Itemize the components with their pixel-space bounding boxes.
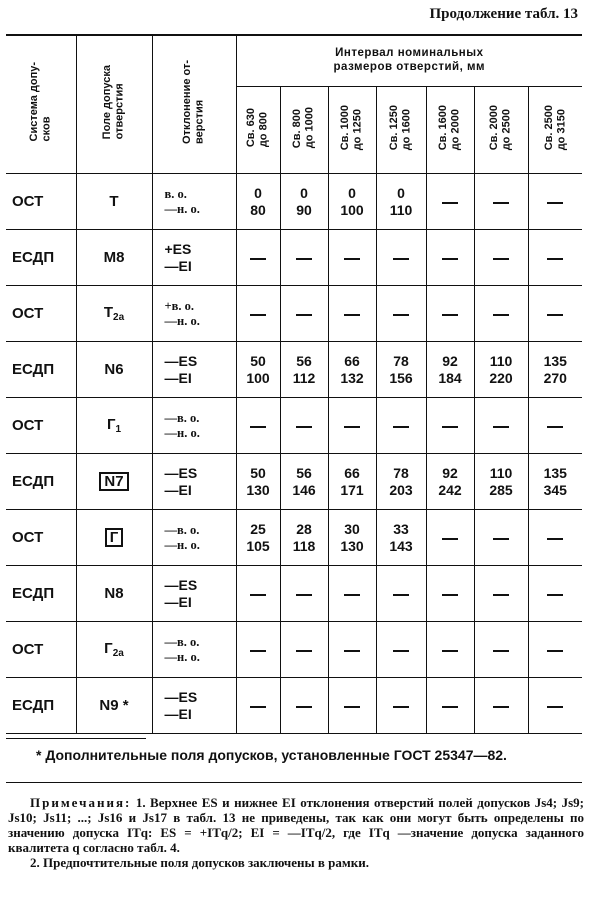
deviation-line: —н. о.	[164, 313, 200, 328]
header-range-1	[236, 87, 280, 174]
upper-deviation: 110	[489, 353, 513, 370]
empty-dash	[393, 426, 409, 428]
cell-value	[236, 678, 280, 734]
lower-deviation: 100	[246, 369, 270, 386]
cell-value	[528, 622, 582, 678]
range-label: Св. 630 до 800	[245, 107, 270, 148]
range-label: Св. 2000 до 2500	[488, 104, 513, 151]
cell-value	[474, 566, 528, 622]
field-symbol	[104, 640, 124, 657]
cell-value	[528, 398, 582, 454]
empty-dash	[442, 314, 458, 316]
upper-deviation: 28	[296, 521, 312, 538]
cell-value	[328, 230, 376, 286]
deviation-line: —в. о.	[164, 635, 200, 650]
table-row	[6, 174, 582, 230]
upper-deviation: 56	[296, 465, 312, 482]
field-symbol	[99, 472, 128, 492]
cell-value	[376, 678, 426, 734]
lower-deviation: 146	[292, 481, 316, 498]
empty-dash	[344, 314, 360, 316]
notes-divider	[6, 782, 582, 783]
cell-field	[76, 510, 152, 566]
upper-deviation: 78	[393, 465, 409, 482]
cell-value	[280, 286, 328, 342]
empty-dash	[547, 426, 563, 428]
empty-dash	[344, 258, 360, 260]
upper-deviation: 66	[344, 465, 360, 482]
header-range-2	[280, 87, 328, 174]
empty-dash	[547, 538, 563, 540]
empty-dash	[393, 314, 409, 316]
cell-deviation	[152, 566, 236, 622]
deviation-line: —EI	[164, 705, 192, 722]
empty-dash	[493, 650, 509, 652]
cell-system: ЕСДП	[6, 678, 76, 734]
field-symbol	[104, 249, 125, 266]
notes-block	[8, 795, 584, 870]
field-name: Г	[104, 640, 113, 657]
lower-deviation: 203	[389, 481, 413, 498]
lower-deviation: 100	[340, 201, 364, 218]
upper-deviation: 0	[397, 185, 405, 202]
field-name: M8	[103, 249, 125, 266]
cell-deviation	[152, 510, 236, 566]
cell-field	[76, 230, 152, 286]
cell-value	[528, 678, 582, 734]
footnote-divider	[6, 738, 146, 739]
table-row	[6, 398, 582, 454]
empty-dash	[493, 258, 509, 260]
deviation-line: —EI	[164, 257, 192, 274]
empty-dash	[393, 706, 409, 708]
lower-deviation: 143	[389, 537, 413, 554]
upper-deviation: 50	[250, 465, 266, 482]
deviation-line: +ES	[164, 241, 192, 258]
cell-value	[376, 454, 426, 510]
cell-system: ЕСДП	[6, 230, 76, 286]
empty-dash	[344, 706, 360, 708]
field-symbol	[105, 528, 124, 548]
cell-value	[474, 622, 528, 678]
empty-dash	[250, 314, 266, 316]
deviation-line: —н. о.	[164, 201, 200, 216]
field-name: Т	[103, 304, 114, 321]
cell-deviation	[152, 398, 236, 454]
deviation-line: —н. о.	[164, 425, 200, 440]
cell-value	[376, 230, 426, 286]
header-range-3	[328, 87, 376, 174]
field-symbol	[104, 361, 123, 378]
cell-value	[528, 230, 582, 286]
cell-value	[426, 342, 474, 398]
cell-field	[76, 622, 152, 678]
cell-system: ОСТ	[6, 510, 76, 566]
table-row	[6, 230, 582, 286]
lower-deviation: 118	[292, 537, 316, 554]
deviation-line: —EI	[164, 593, 192, 610]
cell-value	[280, 230, 328, 286]
deviation-line: в. о.	[164, 187, 187, 202]
empty-dash	[442, 594, 458, 596]
notes-label: Примечания:	[30, 795, 132, 810]
cell-value	[328, 286, 376, 342]
field-name: N6	[104, 361, 124, 378]
field-name: N9	[99, 697, 119, 714]
header-interval: Интервал номинальных размеров отверстий, мм	[236, 35, 582, 87]
empty-dash	[393, 650, 409, 652]
cell-field	[76, 342, 152, 398]
cell-value	[236, 398, 280, 454]
field-subscript: 2а	[112, 648, 124, 659]
cell-deviation	[152, 454, 236, 510]
cell-deviation	[152, 622, 236, 678]
upper-deviation: 92	[442, 465, 458, 482]
deviation-line: —н. о.	[164, 649, 200, 664]
upper-deviation: 92	[442, 353, 458, 370]
footnote-marker: *	[118, 697, 129, 714]
empty-dash	[393, 258, 409, 260]
cell-value	[280, 510, 328, 566]
deviation-line: +в. о.	[164, 299, 194, 314]
cell-system: ЕСДП	[6, 454, 76, 510]
lower-deviation: 345	[543, 481, 567, 498]
empty-dash	[493, 314, 509, 316]
field-subscript: 1	[115, 424, 122, 435]
cell-field	[76, 454, 152, 510]
empty-dash	[442, 202, 458, 204]
deviation-line: —н. о.	[164, 537, 200, 552]
cell-value	[280, 566, 328, 622]
cell-value	[328, 678, 376, 734]
header-range-4	[376, 87, 426, 174]
cell-value	[376, 622, 426, 678]
empty-dash	[296, 314, 312, 316]
upper-deviation: 0	[300, 185, 308, 202]
empty-dash	[250, 650, 266, 652]
cell-system: ЕСДП	[6, 566, 76, 622]
lower-deviation: 110	[389, 201, 413, 218]
field-symbol	[107, 416, 121, 433]
continuation-caption: Продолжение табл. 13	[429, 6, 578, 22]
lower-deviation: 242	[438, 481, 462, 498]
empty-dash	[296, 426, 312, 428]
deviation-line: —в. о.	[164, 523, 200, 538]
cell-value	[376, 510, 426, 566]
lower-deviation: 171	[340, 481, 364, 498]
lower-deviation: 184	[438, 369, 462, 386]
empty-dash	[250, 258, 266, 260]
cell-system: ОСТ	[6, 286, 76, 342]
empty-dash	[493, 426, 509, 428]
lower-deviation: 130	[340, 537, 364, 554]
cell-value	[280, 174, 328, 230]
tolerance-table	[6, 34, 582, 734]
cell-value	[236, 286, 280, 342]
deviation-line: —ES	[164, 689, 198, 706]
field-symbol	[104, 304, 124, 321]
cell-value	[528, 454, 582, 510]
cell-value	[376, 174, 426, 230]
cell-deviation	[152, 678, 236, 734]
upper-deviation: 66	[344, 353, 360, 370]
cell-value	[528, 510, 582, 566]
table-row	[6, 454, 582, 510]
footnote: * Дополнительные поля допусков, установленные ГОСТ 25347—82.	[36, 747, 507, 763]
cell-system: ОСТ	[6, 398, 76, 454]
cell-value	[236, 230, 280, 286]
table-body	[6, 174, 582, 734]
cell-value	[426, 230, 474, 286]
cell-value	[528, 174, 582, 230]
empty-dash	[547, 594, 563, 596]
cell-system: ЕСДП	[6, 342, 76, 398]
deviation-line: —в. о.	[164, 411, 200, 426]
cell-value	[236, 622, 280, 678]
range-label: Св. 2500 до 3150	[542, 104, 568, 151]
cell-value	[474, 230, 528, 286]
empty-dash	[344, 650, 360, 652]
cell-value	[474, 398, 528, 454]
cell-value	[426, 286, 474, 342]
cell-value	[280, 398, 328, 454]
lower-deviation: 220	[489, 369, 513, 386]
empty-dash	[493, 538, 509, 540]
upper-deviation: 0	[348, 185, 356, 202]
empty-dash	[547, 202, 563, 204]
deviation-line: —ES	[164, 577, 198, 594]
empty-dash	[344, 426, 360, 428]
header-field: Поле допуска отверстия	[76, 35, 152, 174]
cell-value	[328, 510, 376, 566]
cell-value	[280, 342, 328, 398]
lower-deviation: 105	[246, 537, 270, 554]
cell-value	[236, 510, 280, 566]
cell-value	[474, 510, 528, 566]
cell-field	[76, 566, 152, 622]
lower-deviation: 90	[296, 201, 312, 218]
cell-value	[376, 342, 426, 398]
cell-value	[426, 454, 474, 510]
table-row	[6, 566, 582, 622]
empty-dash	[393, 594, 409, 596]
cell-value	[376, 398, 426, 454]
empty-dash	[493, 706, 509, 708]
empty-dash	[493, 202, 509, 204]
cell-value	[328, 454, 376, 510]
range-label: Св. 1600 до 2000	[437, 104, 462, 151]
note-2: 2. Предпочтительные поля допусков заключены в рамки.	[30, 855, 369, 871]
empty-dash	[547, 650, 563, 652]
cell-value	[528, 342, 582, 398]
empty-dash	[344, 594, 360, 596]
deviation-line: —EI	[164, 481, 192, 498]
header-deviation: Отклонение от- верстия	[152, 35, 236, 174]
cell-value	[474, 286, 528, 342]
range-label: Св. 1000 до 1250	[339, 104, 364, 151]
table-row	[6, 622, 582, 678]
field-name: N7	[104, 472, 124, 490]
upper-deviation: 0	[254, 185, 262, 202]
lower-deviation: 270	[543, 369, 567, 386]
table-row	[6, 678, 582, 734]
upper-deviation: 78	[393, 353, 409, 370]
empty-dash	[442, 426, 458, 428]
cell-value	[474, 678, 528, 734]
cell-field	[76, 286, 152, 342]
upper-deviation: 50	[250, 353, 266, 370]
cell-field	[76, 678, 152, 734]
cell-value	[376, 286, 426, 342]
empty-dash	[442, 538, 458, 540]
cell-value	[426, 566, 474, 622]
cell-deviation	[152, 286, 236, 342]
cell-deviation	[152, 174, 236, 230]
cell-value	[474, 454, 528, 510]
empty-dash	[442, 706, 458, 708]
empty-dash	[250, 706, 266, 708]
lower-deviation: 156	[389, 369, 413, 386]
lower-deviation: 132	[340, 369, 364, 386]
cell-value	[474, 342, 528, 398]
cell-value	[426, 678, 474, 734]
field-symbol	[104, 585, 123, 602]
cell-value	[236, 566, 280, 622]
range-label: Св. 1250 до 1600	[388, 104, 413, 151]
empty-dash	[547, 706, 563, 708]
cell-value	[328, 174, 376, 230]
header-range-7	[528, 87, 582, 174]
cell-value	[328, 622, 376, 678]
empty-dash	[250, 426, 266, 428]
field-name: Г	[109, 528, 119, 546]
deviation-line: —ES	[164, 353, 198, 370]
field-name: Т	[109, 193, 119, 210]
cell-value	[328, 398, 376, 454]
upper-deviation: 110	[489, 465, 513, 482]
note-1	[8, 795, 584, 855]
upper-deviation: 30	[344, 521, 360, 538]
upper-deviation: 33	[393, 521, 409, 538]
lower-deviation: 112	[292, 369, 316, 386]
table-row	[6, 342, 582, 398]
lower-deviation: 80	[250, 201, 266, 218]
field-symbol	[99, 697, 118, 714]
cell-value	[426, 398, 474, 454]
field-symbol	[109, 193, 118, 210]
table-row	[6, 510, 582, 566]
field-name: N8	[104, 585, 124, 602]
range-label: Св. 800 до 1000	[291, 106, 316, 149]
cell-value	[426, 174, 474, 230]
empty-dash	[296, 706, 312, 708]
cell-value	[426, 510, 474, 566]
cell-field	[76, 398, 152, 454]
empty-dash	[250, 594, 266, 596]
empty-dash	[296, 594, 312, 596]
upper-deviation: 56	[296, 353, 312, 370]
cell-value	[376, 566, 426, 622]
lower-deviation: 285	[489, 481, 513, 498]
cell-field	[76, 174, 152, 230]
cell-value	[474, 174, 528, 230]
cell-value	[236, 454, 280, 510]
upper-deviation: 135	[543, 353, 567, 370]
header-range-5	[426, 87, 474, 174]
table-row	[6, 286, 582, 342]
empty-dash	[296, 258, 312, 260]
deviation-line: —ES	[164, 465, 198, 482]
cell-value	[328, 342, 376, 398]
cell-deviation	[152, 342, 236, 398]
cell-value	[280, 622, 328, 678]
note-1-text: 1. Верхнее ES и нижнее EI отклонения отверстий полей допусков Js4; Js9; Js10; Js11; ...; Js16 и Js17 в табл. 13 не приведены, так как они могут быть определены по значению допуска ITq: ES = +ITq/2; EI = —ITq/2, где ITq —значение допуска заданного квалитета q согласно табл. 4.	[8, 795, 584, 856]
empty-dash	[296, 650, 312, 652]
cell-value	[236, 174, 280, 230]
cell-value	[236, 342, 280, 398]
cell-value	[328, 566, 376, 622]
lower-deviation: 130	[246, 481, 270, 498]
cell-value	[426, 622, 474, 678]
empty-dash	[442, 650, 458, 652]
deviation-line: —EI	[164, 369, 192, 386]
cell-value	[280, 678, 328, 734]
cell-system: ОСТ	[6, 174, 76, 230]
header-system: Система допу- сков	[6, 35, 76, 174]
upper-deviation: 25	[250, 521, 266, 538]
empty-dash	[493, 594, 509, 596]
empty-dash	[442, 258, 458, 260]
field-name: Г	[106, 416, 116, 433]
cell-value	[280, 454, 328, 510]
cell-value	[528, 566, 582, 622]
cell-value	[528, 286, 582, 342]
header-range-6	[474, 87, 528, 174]
cell-deviation	[152, 230, 236, 286]
field-subscript: 2а	[113, 312, 125, 323]
empty-dash	[547, 314, 563, 316]
upper-deviation: 135	[543, 465, 567, 482]
empty-dash	[547, 258, 563, 260]
cell-system: ОСТ	[6, 622, 76, 678]
